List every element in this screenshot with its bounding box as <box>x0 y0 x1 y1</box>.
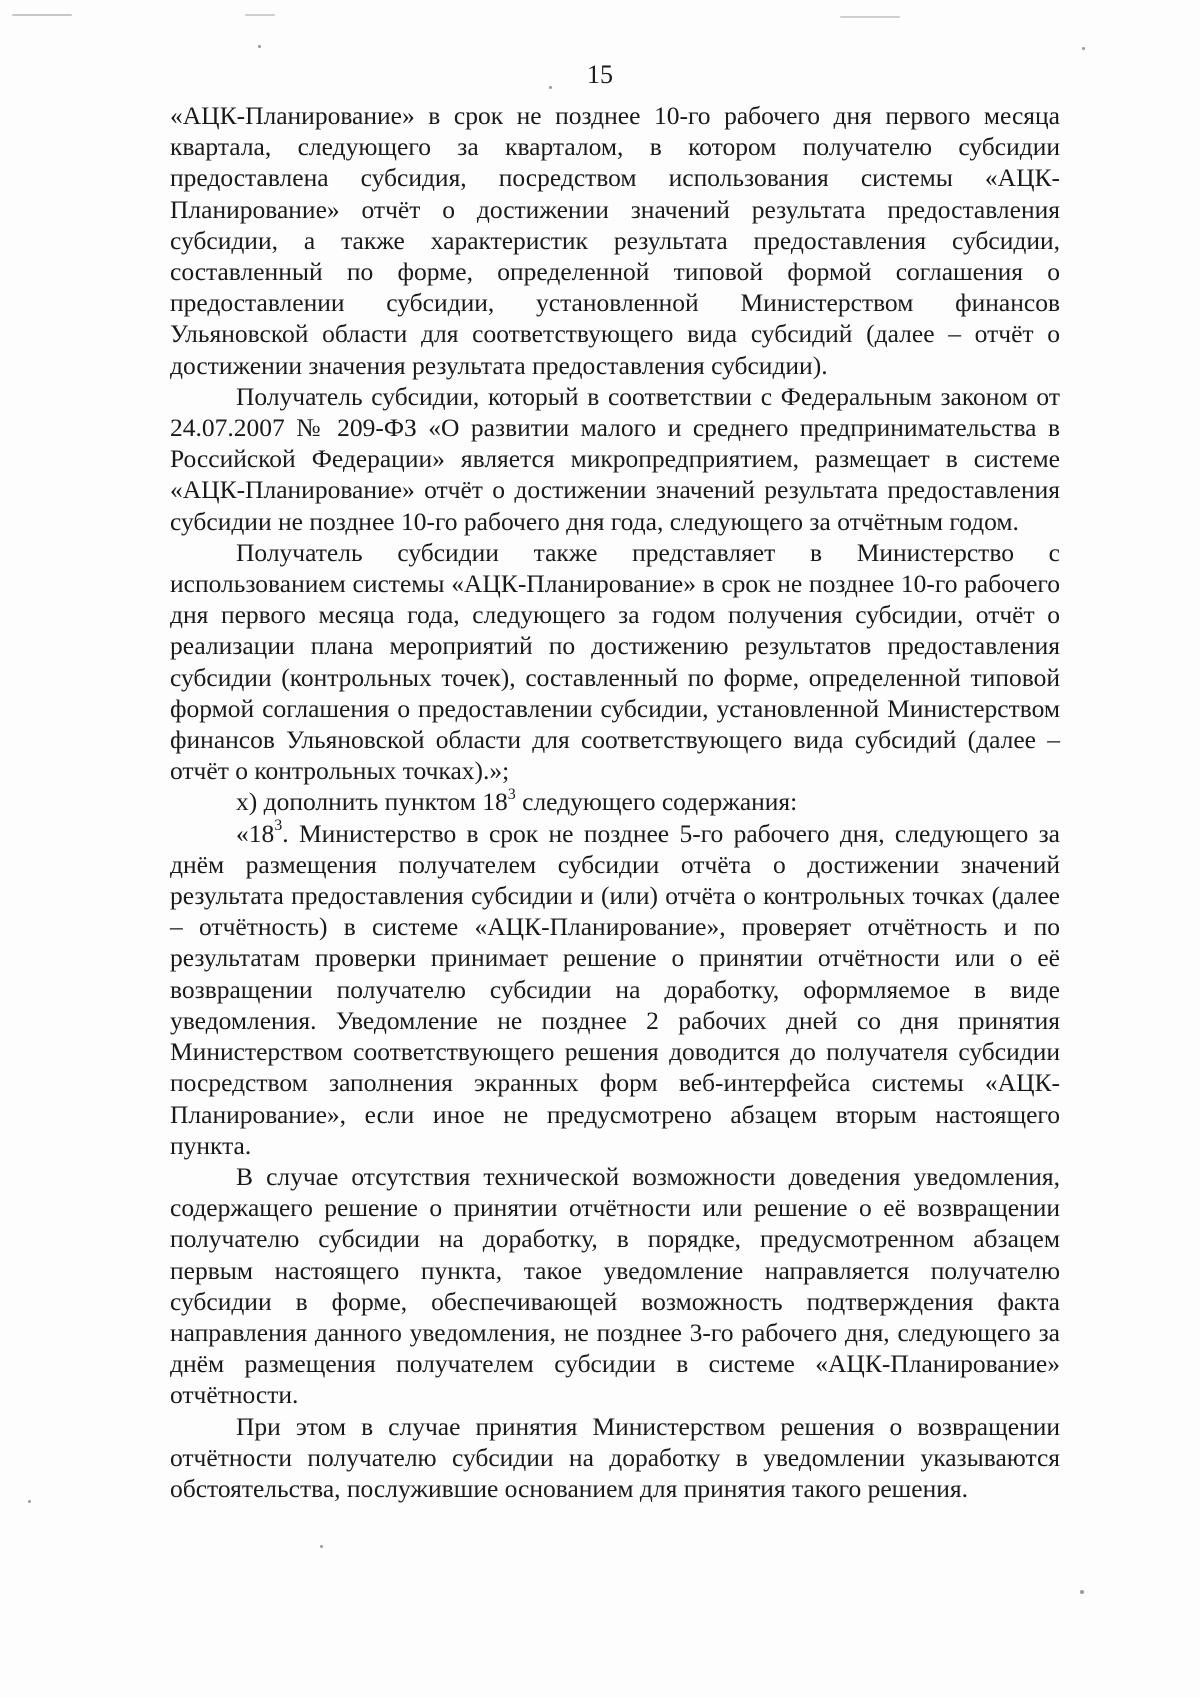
scan-speck <box>28 1500 31 1503</box>
superscript-index: 3 <box>274 817 283 835</box>
paragraph-no-technical-possibility: В случае отсутствия технической возможности доведения уведомления, содержащего решение о принятии отчётности или решение о её возвращении получателю субсидии на доработку, в порядке, предусмотренном абзацем первым настоящего пункта, такое уведомление направляется получателю субсидии в форме, обеспечивающей возможность подтверждения факта направления данного уведомления, не позднее 3-го рабочего дня, следующего за днём размещения получателем субсидии в системе «АЦК-Планирование» отчётности. <box>170 1161 1060 1410</box>
page-number: 15 <box>587 60 613 89</box>
scan-speck <box>258 45 261 48</box>
scan-speck <box>12 14 72 16</box>
scan-speck <box>1080 1590 1084 1594</box>
document-body <box>170 100 1060 1504</box>
scan-speck <box>245 14 275 16</box>
paragraph-return-for-revision: При этом в случае принятия Министерством решения о возвращении отчётности получателю субсидии на доработку в уведомлении указываются обстоятельства, послужившие основанием для принятия такого решения. <box>170 1411 1060 1503</box>
amendment-suffix: следующего содержания: <box>515 787 798 817</box>
amendment-prefix: х) дополнить пунктом 18 <box>236 787 508 817</box>
paragraph-report-submission: «АЦК-Планирование» в срок не позднее 10-го рабочего дня первого месяца квартала, следующего за кварталом, в котором получателю субсидии предоставлена субсидия, посредством использования системы «АЦК-Планирование» отчёт о достижении значений результата предоставления субсидии, а также характеристик результата предоставления субсидии, составленный по форме, определенной типовой формой соглашения о предоставлении субсидии, установленной Министерством финансов Ульяновской области для соответствующего вида субсидий (далее – отчёт о достижении значения результата предоставления субсидии). <box>170 101 1060 380</box>
scan-speck <box>1082 47 1085 50</box>
paragraph-microenterprise-report: Получатель субсидии, который в соответствии с Федеральным законом от 24.07.2007 № 209-ФЗ «О развитии малого и среднего предпринимательства в Российской Федерации» является микропредприятием, размещает в системе «АЦК-Планирование» отчёт о достижении значений результата предоставления субсидии не позднее 10-го рабочего дня года, следующего за отчётным годом. <box>170 381 1060 536</box>
paragraph-control-points-report: Получатель субсидии также представляет в Министерство с использованием системы «АЦК-Планирование» в срок не позднее 10-го рабочего дня первого месяца года, следующего за годом получения субсидии, отчёт о реализации плана мероприятий по достижению результатов предоставления субсидии (контрольных точек), составленный по форме, определенной типовой формой соглашения о предоставлении субсидии, установленной Министерством финансов Ульяновской области для соответствующего вида субсидий (далее – отчёт о контрольных точках).»; <box>170 537 1060 786</box>
superscript-index: 3 <box>507 785 516 803</box>
paragraph-clause-18-3 <box>170 818 1060 1161</box>
clause-prefix: «18 <box>236 818 275 848</box>
scan-speck <box>840 16 900 18</box>
clause-text: . Министерство в срок не позднее 5-го рабочего дня, следующего за днём размещения получателем субсидии отчёта о достижении значений результата предоставления субсидии и (или) отчёта о контрольных точках (далее – отчётность) в системе «АЦК-Планирование», проверяет отчётность и по результатам проверки принимает решение о принятии отчётности или о её возвращении получателю субсидии на доработку, оформляемое в виде уведомления. Уведомление не позднее 2 рабочих дней со дня принятия Министерством соответствующего решения доводится до получателя субсидии посредством заполнения экранных форм веб-интерфейса системы «АЦК-Планирование», если иное не предусмотрено абзацем вторым настоящего пункта. <box>170 818 1060 1160</box>
scan-speck <box>320 1545 323 1548</box>
paragraph-amendment-item-x <box>170 786 1060 817</box>
